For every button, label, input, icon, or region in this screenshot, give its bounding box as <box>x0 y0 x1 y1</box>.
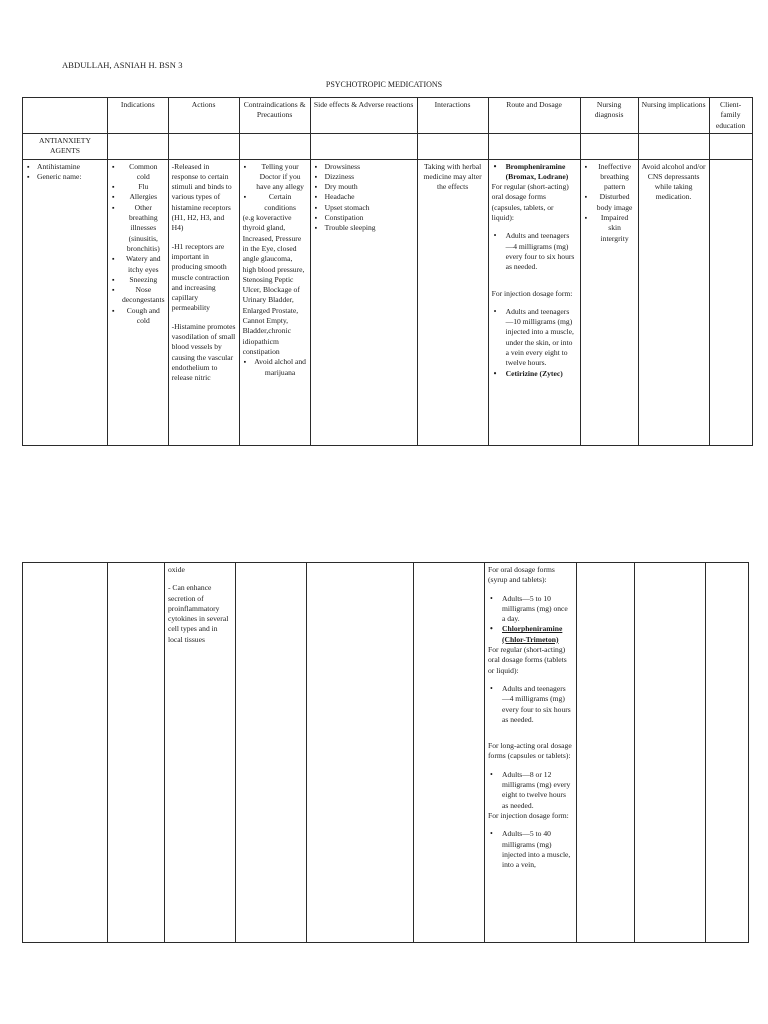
interactions-cell: Taking with herbal medicine may alter the effects <box>417 159 488 445</box>
dosage-form: For regular (short-acting) oral dosage forms (tablets or liquid): <box>488 645 567 675</box>
dosage-item: • Adults and teenagers—4 milligrams (mg) every four to six hours as needed. <box>488 684 573 725</box>
dosage-item: • Adults and teenagers—10 milligrams (mg) injected into a muscle, under the skin, or into a vein every eight to twelve hours. <box>492 307 577 369</box>
column-header-actions: Actions <box>168 98 239 134</box>
contraindication-item: ▪ Certain conditions <box>243 192 307 213</box>
side-effect-item: ▪ Dry mouth <box>314 182 414 192</box>
dosage-form: For long-acting oral dosage forms (capsules or tablets): <box>488 741 572 761</box>
dosage-item: • Adults—5 to 10 milligrams (mg) once a day. <box>488 594 573 625</box>
drug-cell <box>23 159 108 445</box>
generic-name-label: ▪ Generic name: <box>26 172 104 182</box>
diagnosis-item: ▪ Disturbed body image <box>584 192 635 213</box>
action-paragraph: oxide <box>168 565 185 574</box>
column-header-route-dosage: Route and Dosage <box>488 98 580 134</box>
side-effect-item: ▪ Headache <box>314 192 414 202</box>
action-paragraph: - Can enhance secretion of proinflammatory cytokines in several cell types and in local tissues <box>168 583 229 644</box>
column-header-indications: Indications <box>108 98 169 134</box>
side-effect-item: ▪ Constipation <box>314 213 414 223</box>
column-header-contraindications: Contraindications & Precautions <box>239 98 310 134</box>
column-header-interactions: Interactions <box>417 98 488 134</box>
column-header-nursing-diagnosis: Nursing diagnosis <box>580 98 638 134</box>
contraindications-cell <box>239 159 310 445</box>
drug-name: • Brompheniramine (Bromax, Lodrane) <box>492 162 577 183</box>
indication-item: ▪ Sneezing <box>111 275 165 285</box>
contraindication-conditions: (e.g koveractive thyroid gland, Increased, Pressure in the Eye, closed angle glaucoma, high blood pressure, Stenosing Peptic Ulcer, Blockage of Urinary Bladder, Enlarged Prostate, Cannot Empty, Bladder,chronic idiopathicm constipation <box>242 213 305 356</box>
indication-item: ▪ Nose decongestants <box>111 285 165 306</box>
client-education-cell <box>709 159 752 445</box>
indication-item: ▪ Other breathing illnesses (sinusitis, bronchitis) <box>111 203 165 254</box>
author-line: ABDULLAH, ASNIAH H. BSN 3 <box>62 60 183 70</box>
dosage-form: For injection dosage form: <box>488 810 569 820</box>
indications-cell <box>108 159 169 445</box>
actions-cell <box>168 159 239 445</box>
side-effect-item: ▪ Trouble sleeping <box>314 223 414 233</box>
column-header-client-education: Client-family education <box>709 98 752 134</box>
drug-class: ▪ Antihistamine <box>26 162 104 172</box>
dosage-item: • Adults—8 or 12 milligrams (mg) every eight to twelve hours as needed. <box>488 770 573 811</box>
route-dosage-cell-continued <box>485 563 577 943</box>
nursing-implications-cell: Avoid alcohol and/or CNS depressants while taking medication. <box>638 159 709 445</box>
section-label: ANTIANXIETY AGENTS <box>23 134 108 160</box>
side-effect-item: ▪ Upset stomach <box>314 203 414 213</box>
drug-name: • Chlorpheniramine (Chlor-Trimeton) <box>488 624 573 645</box>
side-effect-item: ▪ Drowsiness <box>314 162 414 172</box>
indication-item: ▪ Flu <box>111 182 165 192</box>
indication-item: ▪ Cough and cold <box>111 306 165 327</box>
route-dosage-cell <box>488 159 580 445</box>
indication-item: ▪ Allergies <box>111 192 165 202</box>
diagnosis-item: ▪ Impaired skin intergrity <box>584 213 635 244</box>
medication-table-continued <box>22 562 749 943</box>
column-header-side-effects: Side effects & Adverse reactions <box>310 98 417 134</box>
diagnosis-item: ▪ Ineffective breathing pattern <box>584 162 635 193</box>
contraindication-item: ▪ Avoid alchol and marijuana <box>243 357 307 378</box>
dosage-form: For injection dosage form: <box>491 288 573 298</box>
drug-name: • Cetirizine (Zytec) <box>492 369 577 379</box>
contraindication-item: ▪ Telling your Doctor if you have any allegy <box>243 162 307 193</box>
continued-row <box>23 563 749 943</box>
side-effects-cell <box>310 159 417 445</box>
indication-item: ▪ Common cold <box>111 162 165 183</box>
medication-table <box>22 97 753 446</box>
indication-item: ▪ Watery and itchy eyes <box>111 254 165 275</box>
section-row <box>23 134 753 160</box>
action-paragraph: -Histamine promotes vasodilation of small blood vessels by causing the vascular endothelium to release nitric <box>171 321 236 383</box>
table-header-row <box>23 98 753 134</box>
dosage-form: For oral dosage forms (syrup and tablets): <box>488 565 555 585</box>
nursing-diagnosis-cell <box>580 159 638 445</box>
dosage-item: • Adults—5 to 40 milligrams (mg) injected into a muscle, into a vein, <box>488 829 573 870</box>
side-effect-item: ▪ Dizziness <box>314 172 414 182</box>
dosage-form: For regular (short-acting) oral dosage forms (capsules, tablets, or liquid): <box>491 182 569 223</box>
column-header-nursing-implications: Nursing implications <box>638 98 709 134</box>
action-paragraph: -H1 receptors are important in producing smooth muscle contraction and increasing capillary permeability <box>171 241 230 313</box>
action-paragraph: -Released in response to certain stimuli and binds to various types of histamine receptors (H1, H2, H3, and H4) <box>171 161 232 233</box>
column-header-drug <box>23 98 108 134</box>
actions-cell-continued <box>165 563 236 943</box>
document-title: PSYCHOTROPIC MEDICATIONS <box>325 80 443 89</box>
drug-row <box>23 159 753 445</box>
dosage-item: • Adults and teenagers—4 milligrams (mg) every four to six hours as needed. <box>492 231 577 272</box>
